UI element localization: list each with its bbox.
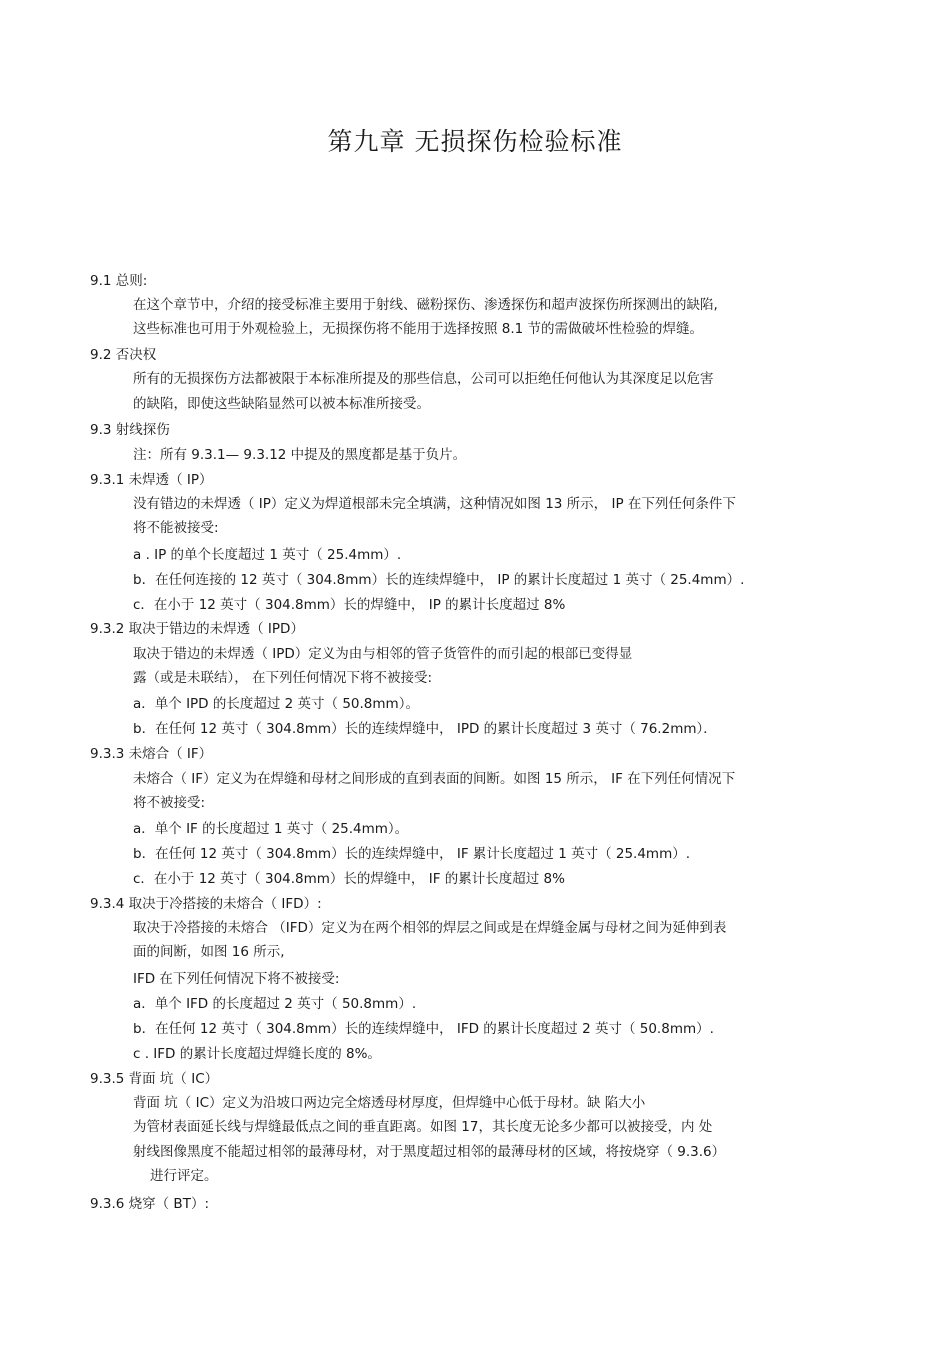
paragraph-line: 露（或是未联结）， 在下列任何情况下将不被接受:: [133, 670, 433, 686]
paragraph-line: 射线图像黑度不能超过相邻的最薄母材，对于黑度超过相邻的最薄母材的区域，将按烧穿（ 9.3.6）: [133, 1144, 726, 1160]
list-item: a . IP 的单个长度超过 1 英寸（ 25.4mm）.: [133, 547, 402, 563]
paragraph-line: IFD 在下列任何情况下将不被接受:: [133, 971, 340, 987]
list-item: b．在任何 12 英寸（ 304.8mm）长的连续焊缝中， IFD 的累计长度超过 2 英寸（ 50.8mm）.: [133, 1021, 714, 1037]
list-item: a．单个 IPD 的长度超过 2 英寸（ 50.8mm）。: [133, 696, 419, 712]
paragraph-line: 背面 坑（ IC）定义为沿坡口两边完全熔透母材厚度，但焊缝中心低于母材。缺 陷大小: [133, 1095, 646, 1111]
paragraph-line: 的缺陷，即使这些缺陷显然可以被本标准所接受。: [133, 396, 430, 412]
paragraph-line: 将不被接受:: [133, 795, 206, 811]
section-heading-9-3-4: 9.3.4 取决于冷搭接的未熔合（ IFD）:: [90, 896, 322, 912]
note-line: 注：所有 9.3.1— 9.3.12 中提及的黑度都是基于负片。: [133, 447, 467, 463]
paragraph-line: 取决于错边的未焊透（ IPD）定义为由与相邻的管子货管件的而引起的根部已变得显: [133, 646, 633, 662]
paragraph-line: 这些标准也可用于外观检验上，无损探伤将不能用于选择按照 8.1 节的需做破坏性检验的焊缝。: [133, 321, 704, 337]
list-item: b．在任何 12 英寸（ 304.8mm）长的连续焊缝中， IPD 的累计长度超过 3 英寸（ 76.2mm）．: [133, 721, 717, 737]
paragraph-line: 所有的无损探伤方法都被限于本标准所提及的那些信息，公司可以拒绝任何他认为其深度足以危害: [133, 371, 714, 387]
list-item: b．在任何 12 英寸（ 304.8mm）长的连续焊缝中， IF 累计长度超过 1 英寸（ 25.4mm）.: [133, 846, 691, 862]
section-heading-9-1: 9.1 总则:: [90, 273, 148, 289]
paragraph-line: 为管材表面延长线与焊缝最低点之间的垂直距离。如图 17，其长度无论多少都可以被接受，内 处: [133, 1119, 713, 1135]
list-item: a．单个 IF 的长度超过 1 英寸（ 25.4mm）。: [133, 821, 409, 837]
section-heading-9-3: 9.3 射线探伤: [90, 422, 170, 438]
paragraph-line: 没有错边的未焊透（ IP）定义为焊道根部未完全填满，这种情况如图 13 所示， IP 在下列任何条件下: [133, 496, 736, 512]
section-heading-9-3-1: 9.3.1 未焊透（ IP）: [90, 472, 213, 488]
section-heading-9-3-2: 9.3.2 取决于错边的未焊透（ IPD）: [90, 621, 304, 637]
paragraph-line: 未熔合（ IF）定义为在焊缝和母材之间形成的直到表面的间断。如图 15 所示， IF 在下列任何情况下: [133, 771, 736, 787]
list-item: a．单个 IFD 的长度超过 2 英寸（ 50.8mm）.: [133, 996, 417, 1012]
paragraph-line: 进行评定。: [150, 1168, 218, 1184]
chapter-title: 第九章 无损探伤检验标准: [327, 127, 623, 156]
paragraph-line: 将不能被接受:: [133, 520, 219, 536]
list-item: c . IFD 的累计长度超过焊缝长度的 8%。: [133, 1046, 381, 1062]
paragraph-line: 在这个章节中，介绍的接受标准主要用于射线、磁粉探伤、渗透探伤和超声波探伤所探测出的缺陷,: [133, 297, 718, 313]
section-heading-9-3-3: 9.3.3 未熔合（ IF）: [90, 746, 213, 762]
section-heading-9-2: 9.2 否决权: [90, 347, 157, 363]
paragraph-line: 面的间断，如图 16 所示,: [133, 944, 285, 960]
list-item: c．在小于 12 英寸（ 304.8mm）长的焊缝中， IP 的累计长度超过 8%: [133, 597, 566, 613]
list-item: b．在任何连接的 12 英寸（ 304.8mm）长的连续焊缝中， IP 的累计长度超过 1 英寸（ 25.4mm）.: [133, 572, 745, 588]
paragraph-line: 取决于冷搭接的未熔合 （IFD）定义为在两个相邻的焊层之间或是在焊缝金属与母材之间为延伸到表: [133, 920, 727, 936]
section-heading-9-3-5: 9.3.5 背面 坑（ IC）: [90, 1071, 219, 1087]
section-heading-9-3-6: 9.3.6 烧穿（ BT）:: [90, 1196, 209, 1212]
list-item: c．在小于 12 英寸（ 304.8mm）长的焊缝中， IF 的累计长度超过 8%: [133, 871, 565, 887]
